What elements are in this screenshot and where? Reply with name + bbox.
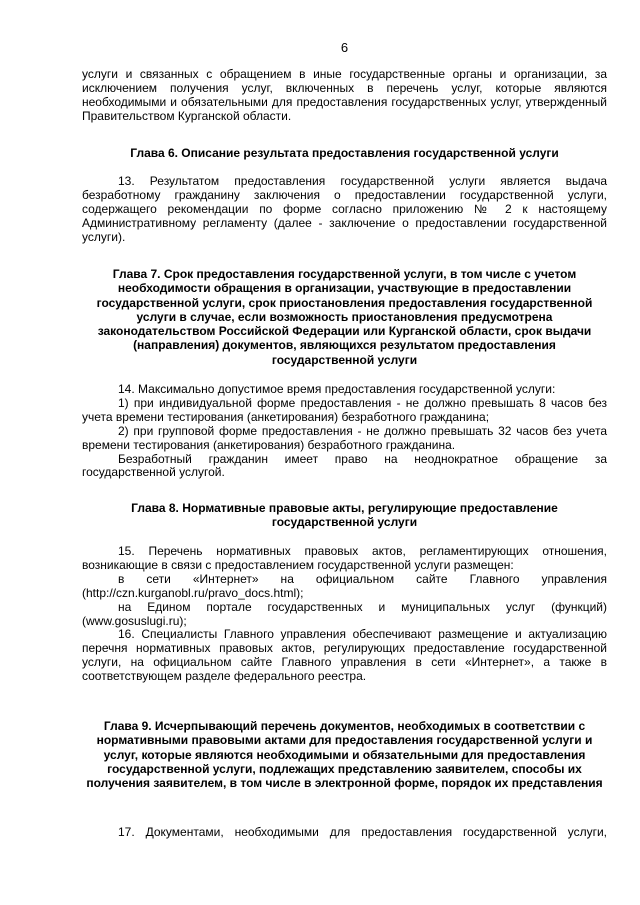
paragraph-14-item-1: 1) при индивидуальной форме предоставления - не должно превышать 8 часов без учета времени тестирования (анкетирования) безработного гражданина; xyxy=(82,395,607,424)
paragraph-15-item-2: на Едином портале государственных и муниципальных услуг (функций) (www.gosuslugi.ru); xyxy=(82,599,607,628)
chapter-9-body xyxy=(82,826,607,840)
chapter-6-heading-block xyxy=(82,146,607,160)
chapter-6-body xyxy=(82,175,607,245)
chapter-6-heading: Глава 6. Описание результата предоставления государственной услуги xyxy=(130,146,559,160)
chapter-8-heading-block xyxy=(82,501,607,530)
paragraph-16: 16. Специалисты Главного управления обеспечивают размещение и актуализацию перечня нормативных правовых актов, регулирующих предоставление государственной услуги, на официальном сайте Главного управления в сети «Интернет», а также в соответствующем разделе федерального реестра. xyxy=(82,627,607,684)
paragraph-14: 14. Максимально допустимое время предоставления государственной услуги: xyxy=(118,382,556,396)
chapter-9-heading-block xyxy=(82,719,607,790)
paragraph-14-item-2: 2) при групповой форме предоставления - не должно превышать 32 часов без учета времени тестирования (анкетирования) безработного гражданина. xyxy=(82,423,607,452)
chapter-9-heading: Глава 9. Исчерпывающий перечень документов, необходимых в соответствии с нормативными правовыми актами для предоставления государственной услуги и услуг, которые являются необходимыми и обязательными для предоставления государственной услуги, подлежащих представлению заявителем, способы их получения заявителем, в том числе в электронной форме, порядок их представления xyxy=(86,719,603,791)
intro-paragraph: услуги и связанных с обращением в иные государственные органы и организации, за исключением получения услуг, включенных в перечень услуг, которые являются необходимыми и обязательными для предоставления государственных услуг, утвержденный Правительством Курганской области. xyxy=(82,67,607,123)
paragraph-13: 13. Результатом предоставления государственной услуги является выдача безработному гражданину заключения о предоставлении государственной услуги, содержащего рекомендации по форме согласно приложению № 2 к настоящему Административному регламенту (далее - заключение о предоставлении государственной услуги). xyxy=(82,174,607,244)
chapter-7-body xyxy=(82,383,607,480)
chapter-8-body xyxy=(82,545,607,684)
chapter-8-heading: Глава 8. Нормативные правовые акты, регулирующие предоставление государственной услуги xyxy=(131,501,558,530)
paragraph-15-item-1: в сети «Интернет» на официальном сайте Главного управления (http://czn.kurganobl.ru/pravo_docs.html); xyxy=(82,571,607,600)
chapter-7-heading: Глава 7. Срок предоставления государственной услуги, в том числе с учетом необходимости обращения в организации, участвующие в предоставлении государственной услуги, срок приостановления предоставления государственной услуги в случае, если возможность приостановления предусмотрена законодательством Российской Федерации или Курганской области, срок выдачи (направления) документов, являющихся результатом предоставления государственной услуги xyxy=(96,267,593,367)
intro-section xyxy=(82,68,607,124)
chapter-7-heading-block xyxy=(82,267,607,367)
paragraph-15: 15. Перечень нормативных правовых актов, регламентирующих отношения, возникающие в связи с предоставлением государственной услуги размещен: xyxy=(82,544,607,572)
page-number: 6 xyxy=(340,40,349,55)
paragraph-17: 17. Документами, необходимыми для предоставления государственной услуги, xyxy=(118,825,607,839)
paragraph-14-note: Безработный гражданин имеет право на неоднократное обращение за государственной услугой. xyxy=(82,451,607,480)
